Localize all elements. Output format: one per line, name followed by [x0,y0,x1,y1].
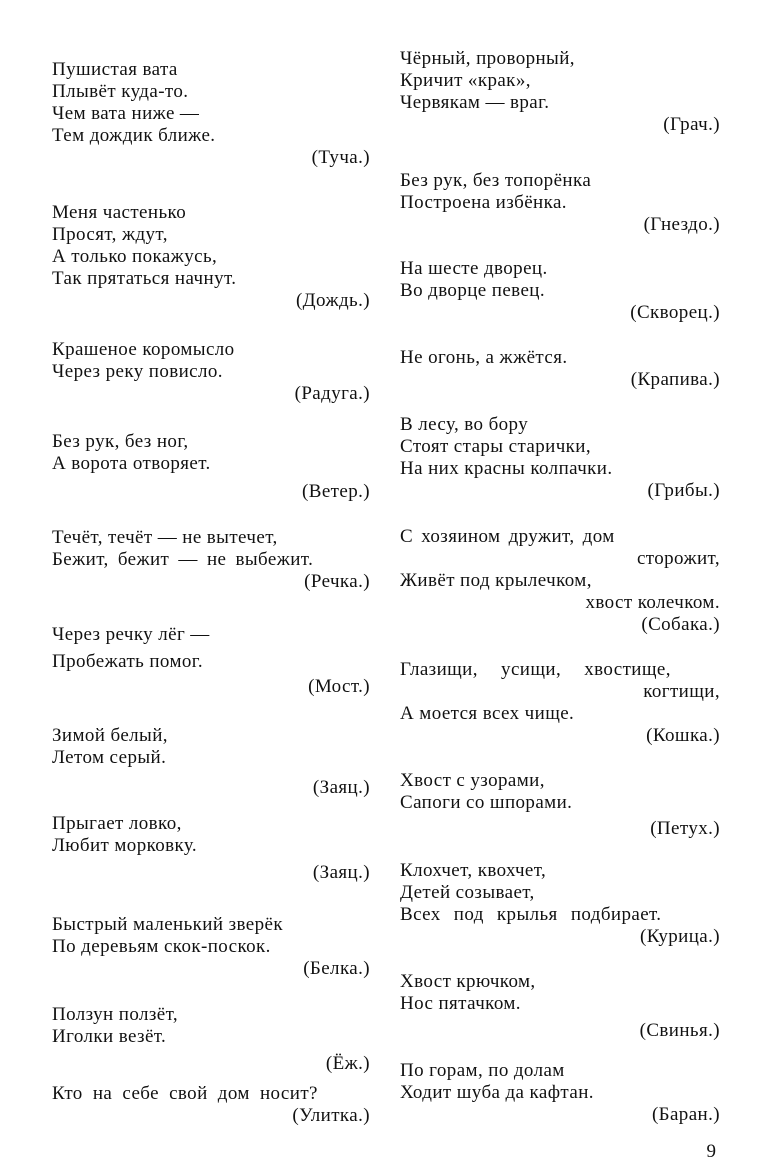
riddle-line: Бежит, бежит — не выбежит. [52,549,314,570]
riddle-answer: (Ветер.) [302,481,370,502]
riddle-answer: (Скворец.) [630,302,720,323]
riddle-line: По деревьям скок-поскок. [52,936,271,957]
riddle-line: А только покажусь, [52,246,218,267]
riddle-answer: (Петух.) [650,818,720,839]
riddle-answer: (Белка.) [303,958,370,979]
riddle-line: А ворота отворяет. [52,453,211,474]
riddle [52,624,370,698]
riddle [400,48,720,136]
riddle-line: По горам, по долам [400,1060,565,1081]
riddle [52,59,370,169]
riddle-line: Хвост крючком, [400,971,536,992]
riddle-line: Нос пятачком. [400,993,521,1014]
riddle-line: Летом серый. [52,747,167,768]
riddle-line: Течёт, течёт — не вытечет, [52,527,278,548]
riddle-line: Зимой белый, [52,725,168,746]
riddle-line: Через реку повисло. [52,361,223,382]
riddle-line: Меня частенько [52,202,187,223]
riddle-answer: (Дождь.) [295,290,370,311]
riddle [400,170,720,236]
riddle-line: Клохчет, квохчет, [400,860,547,881]
riddle-line: сторожит, [636,548,720,569]
riddle-line: Чем вата ниже — [52,103,200,124]
riddle-line: Хвост с узорами, [400,770,545,791]
riddle-answer: (Свинья.) [639,1020,720,1041]
riddle-answer: (Заяц.) [312,862,370,883]
riddle-line: Пробежать помог. [52,651,203,672]
riddle-line: Без рук, без топорёнка [400,170,592,191]
riddle-answer: (Собака.) [641,614,720,635]
riddle-answer: (Речка.) [304,571,370,592]
riddle-line: На них красны колпачки. [400,458,613,479]
riddle-line: Построена избёнка. [400,192,567,213]
riddle [400,659,720,747]
riddle-line: Через речку лёг — [52,624,210,645]
riddle-line: Плывёт куда-то. [52,81,189,102]
riddle [52,527,370,593]
riddle-line: Ползун ползёт, [52,1004,179,1025]
riddle-answer: (Грибы.) [647,480,720,501]
riddle [52,339,370,405]
riddle-line: Живёт под крылечком, [400,570,592,591]
riddle [400,860,720,948]
riddle-answer: (Кошка.) [646,725,720,746]
riddle [52,813,370,884]
riddle-line: Чёрный, проворный, [400,48,575,69]
riddle-line: Стоят стары старички, [400,436,591,457]
riddle-answer: (Заяц.) [312,777,370,798]
riddle [400,258,720,324]
riddle-line: Тем дождик ближе. [52,125,216,146]
riddle-line: На шесте дворец. [400,258,548,279]
riddle-line: Без рук, без ног, [52,431,189,452]
riddle-line: Крашеное коромысло [52,339,235,360]
riddle-answer: (Ёж.) [325,1053,370,1074]
riddle [52,914,370,980]
riddle-line: Быстрый маленький зверёк [52,914,283,935]
riddle-line: Иголки везёт. [52,1026,167,1047]
riddle-line: Кричит «крак», [400,70,531,91]
riddle-answer: (Крапива.) [630,369,720,390]
riddle-line: Червякам — враг. [400,92,550,113]
riddle-answer: (Туча.) [311,147,370,168]
riddle-line: А моется всех чище. [400,703,575,724]
riddle [52,431,370,503]
riddle [52,725,370,799]
riddle-answer: (Грач.) [663,114,720,135]
riddle-answer: (Радуга.) [294,383,370,404]
riddle-line: Сапоги со шпорами. [400,792,573,813]
riddle [52,1083,370,1127]
riddle [52,202,370,312]
riddle-line: когтищи, [643,681,720,702]
riddle-line: Во дворце певец. [400,280,545,301]
riddle [400,1060,720,1126]
riddle-line: Прыгает ловко, [52,813,182,834]
riddle-line: Не огонь, а жжётся. [400,347,568,368]
riddle [400,414,720,502]
riddle-line: Детей созывает, [400,882,535,903]
riddle-line: хвост колечком. [585,592,720,613]
page-number: 9 [706,1141,716,1162]
riddle-line: Кто на себе свой дом носит? [52,1083,318,1104]
riddle [52,1004,370,1075]
riddle [400,971,720,1042]
riddle [400,770,720,840]
riddle [400,526,720,636]
riddle-answer: (Улитка.) [292,1105,370,1126]
riddle-answer: (Мост.) [308,676,370,697]
riddle [400,347,720,391]
riddle-answer: (Гнездо.) [643,214,720,235]
riddle-line: Пушистая вата [52,59,178,80]
riddle-line: Всех под крылья подбирает. [400,904,662,925]
riddle-line: Глазищи, усищи, хвостище, [400,659,671,680]
riddle-line: В лесу, во бору [400,414,529,435]
riddle-line: Ходит шуба да кафтан. [400,1082,594,1103]
riddle-line: Просят, ждут, [52,224,168,245]
riddle-answer: (Баран.) [651,1104,720,1125]
riddle-answer: (Курица.) [639,926,720,947]
riddle-line: Любит морковку. [52,835,198,856]
riddle-line: Так прятаться начнут. [52,268,237,289]
riddle-line: С хозяином дружит, дом [400,526,615,547]
